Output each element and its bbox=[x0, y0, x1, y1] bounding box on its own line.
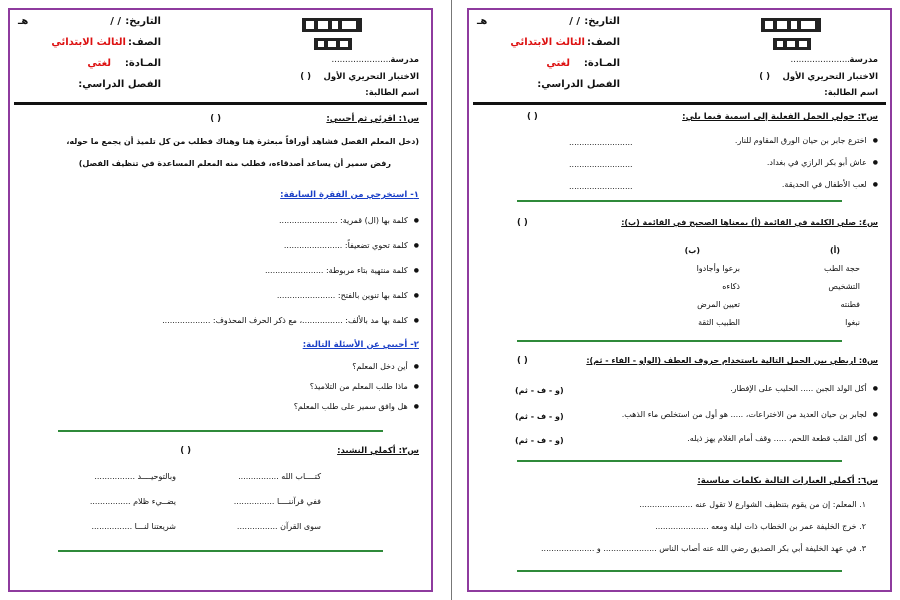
q4-col-a-item: حجة الطب bbox=[823, 264, 860, 273]
q3-marks: ( ) bbox=[527, 112, 538, 122]
q1-sub1-item: ● كلمة بها تنوين بالفتح: ....................... bbox=[277, 291, 419, 300]
q3-answer-blank: ......................... bbox=[569, 160, 633, 169]
q1-sub1-item: ● كلمة بها (ال) قمرية: ....................... bbox=[279, 216, 419, 225]
q5-choices: (و - ف - ثم) bbox=[515, 436, 564, 445]
subject-value: لغتي bbox=[546, 58, 570, 69]
q1-sub1-item: ● كلمة بها مد بالألف: ................، مع ذكر الحرف المحذوف: ................... bbox=[162, 316, 419, 325]
q2-divider bbox=[58, 550, 383, 552]
q3-sentence: ● عاش أبو بكر الرازي في بغداد. bbox=[767, 158, 878, 167]
exam-page-left bbox=[8, 8, 433, 592]
q3-answer-blank: ......................... bbox=[569, 138, 633, 147]
school-label: مدرسة bbox=[849, 55, 878, 65]
q4-col-a-item: التشخيص bbox=[828, 282, 860, 291]
q2-marks: ( ) bbox=[180, 446, 191, 456]
q4-divider bbox=[517, 340, 842, 342]
q4-col-a-item: فطنته bbox=[840, 300, 860, 309]
q1-sub1-item: ● كلمة تحوي تضعيفاً: ....................... bbox=[284, 241, 419, 250]
subject-value: لغتي bbox=[87, 58, 111, 69]
q4-col-b-item: برعوا وأجادوا bbox=[696, 264, 740, 273]
hijri-mark: هـ bbox=[18, 16, 29, 27]
student-label: اسم الطالبة: bbox=[824, 88, 878, 98]
poem-line-right: كتــــاب الله ................ bbox=[238, 472, 321, 481]
date-label: التاريخ: bbox=[125, 16, 161, 27]
q1-sub2-item: ● ماذا طلب المعلم من التلاميذ؟ bbox=[310, 382, 419, 391]
school-dots: ...................... bbox=[331, 55, 391, 65]
q6-item: ٢. خرج الخليفة عمر بن الخطاب ذات ليلة ومعه ..................... bbox=[655, 522, 866, 531]
q4-col-b-item: الطبيب الثقة bbox=[698, 318, 740, 327]
q2-title: س٢: أكملي النشيد: bbox=[337, 446, 419, 456]
ministry-logo-icon bbox=[759, 16, 823, 54]
term-label: الفصل الدراسي: bbox=[537, 79, 620, 90]
q1-sub1-title: ١- استخرجي من الفقرة السابقة: bbox=[280, 190, 419, 200]
q1-title: س١: اقرئي ثم أجيبي: bbox=[326, 114, 419, 124]
poem-line-right: ففي قرآننــــا ................ bbox=[233, 497, 321, 506]
q1-sub1-item: ● كلمة منتهية بتاء مربوطة: ....................... bbox=[265, 266, 419, 275]
q4-col-a-item: نبغوا bbox=[845, 318, 860, 327]
date-slashes: / / bbox=[569, 16, 580, 27]
q6-item: ٣. في عهد الخليفة أبي بكر الصديق رضي الله عنه أصاب الناس ..................... و ..................... bbox=[540, 544, 866, 553]
student-label: اسم الطالبة: bbox=[365, 88, 419, 98]
q4-marks: ( ) bbox=[517, 218, 528, 228]
q5-choices: (و - ف - ثم) bbox=[515, 412, 564, 421]
school-label: مدرسة bbox=[390, 55, 419, 65]
exam-label: الاختبار التحريري الأول bbox=[782, 72, 878, 82]
q5-marks: ( ) bbox=[517, 356, 528, 366]
grade-label: الصف: bbox=[587, 37, 620, 48]
q4-col-a-head: (أ) bbox=[829, 246, 840, 255]
q5-sentence: ● أكل القلب قطعة اللحم، ..... وقف أمام الغلام يهز ذيله. bbox=[687, 434, 878, 443]
date-label: التاريخ: bbox=[584, 16, 620, 27]
header-rule bbox=[473, 102, 886, 105]
poem-line-right: سوى القرآن ................ bbox=[236, 522, 321, 531]
q5-sentence: ● أكل الولد الجبن ..... الحليب على الإفطار. bbox=[730, 384, 878, 393]
q1-divider bbox=[58, 430, 383, 432]
exam-label: الاختبار التحريري الأول bbox=[323, 72, 419, 82]
q4-col-b-head: (ب) bbox=[684, 246, 700, 255]
q4-col-b-item: تعيين المرض bbox=[697, 300, 740, 309]
q1-sub2-item: ● أين دخل المعلم؟ bbox=[352, 362, 419, 371]
q5-choices: (و - ف - ثم) bbox=[515, 386, 564, 395]
ministry-logo-icon bbox=[300, 16, 364, 54]
page-gutter-line bbox=[451, 0, 452, 600]
q1-sub2-item: ● هل وافق سمير على طلب المعلم؟ bbox=[294, 402, 419, 411]
school-dots: ...................... bbox=[790, 55, 850, 65]
q1-passage-line1: (دخل المعلم الفصل فشاهد أوراقاً مبعثرة هنا وهناك فطلب من كل تلميذ أن يجمع ما حوله، bbox=[66, 137, 419, 146]
q1-passage-line2: رفض سمير أن يساعد أصدقاءه، فطلب منه المعلم المساعدة في تنظيف الفصل) bbox=[78, 159, 391, 168]
q4-title: س٤: صلي الكلمة في القائمة (أ) بمعناها الصحيح في القائمة (ب): bbox=[621, 218, 878, 227]
q3-title: س٣: حولي الجمل الفعلية إلى اسمية فيما يلي: bbox=[682, 112, 878, 122]
exam-marks: ( ) bbox=[759, 72, 770, 82]
q3-sentence: ● لعب الأطفال في الحديقة. bbox=[782, 180, 878, 189]
q3-answer-blank: ......................... bbox=[569, 182, 633, 191]
q5-title: س٥: اربطي بين الجمل التالية باستخدام حروف العطف (الواو - الفاء - ثم): bbox=[586, 356, 878, 365]
q3-sentence: ● اخترع جابر بن حيان الورق المقاوم للنار. bbox=[735, 136, 878, 145]
q6-divider bbox=[517, 570, 842, 572]
grade-value: الثالث الابتدائي bbox=[51, 37, 126, 48]
exam-page-right bbox=[467, 8, 892, 592]
q6-title: س٦: أكملي العبارات التالية بكلمات مناسبة: bbox=[697, 476, 878, 486]
grade-value: الثالث الابتدائي bbox=[510, 37, 585, 48]
exam-marks: ( ) bbox=[300, 72, 311, 82]
poem-line-left: يضــيء ظلام ................ bbox=[89, 497, 176, 506]
q1-marks: ( ) bbox=[210, 114, 221, 124]
date-slashes: / / bbox=[110, 16, 121, 27]
term-label: الفصل الدراسي: bbox=[78, 79, 161, 90]
subject-label: المـادة: bbox=[124, 58, 161, 69]
q6-item: ١. المعلم: إن من يقوم بتنظيف الشوارع لا تقول عنه ..................... bbox=[639, 500, 866, 509]
poem-line-left: شريعتنا لنـــا ................ bbox=[91, 522, 176, 531]
grade-label: الصف: bbox=[128, 37, 161, 48]
q1-sub2-title: ٢- أجيبي عن الأسئلة التالية: bbox=[302, 340, 419, 350]
q3-divider bbox=[517, 200, 842, 202]
subject-label: المـادة: bbox=[583, 58, 620, 69]
q5-sentence: ● لجابر بن حيان العديد من الاختراعات، ..... هو أول من استخلص ماء الذهب. bbox=[622, 410, 878, 419]
poem-line-left: وبالتوحيــــد ................ bbox=[94, 472, 176, 481]
hijri-mark: هـ bbox=[477, 16, 488, 27]
q4-col-b-item: ذكاءه bbox=[722, 282, 740, 291]
q5-divider bbox=[517, 460, 842, 462]
header-rule bbox=[14, 102, 427, 105]
